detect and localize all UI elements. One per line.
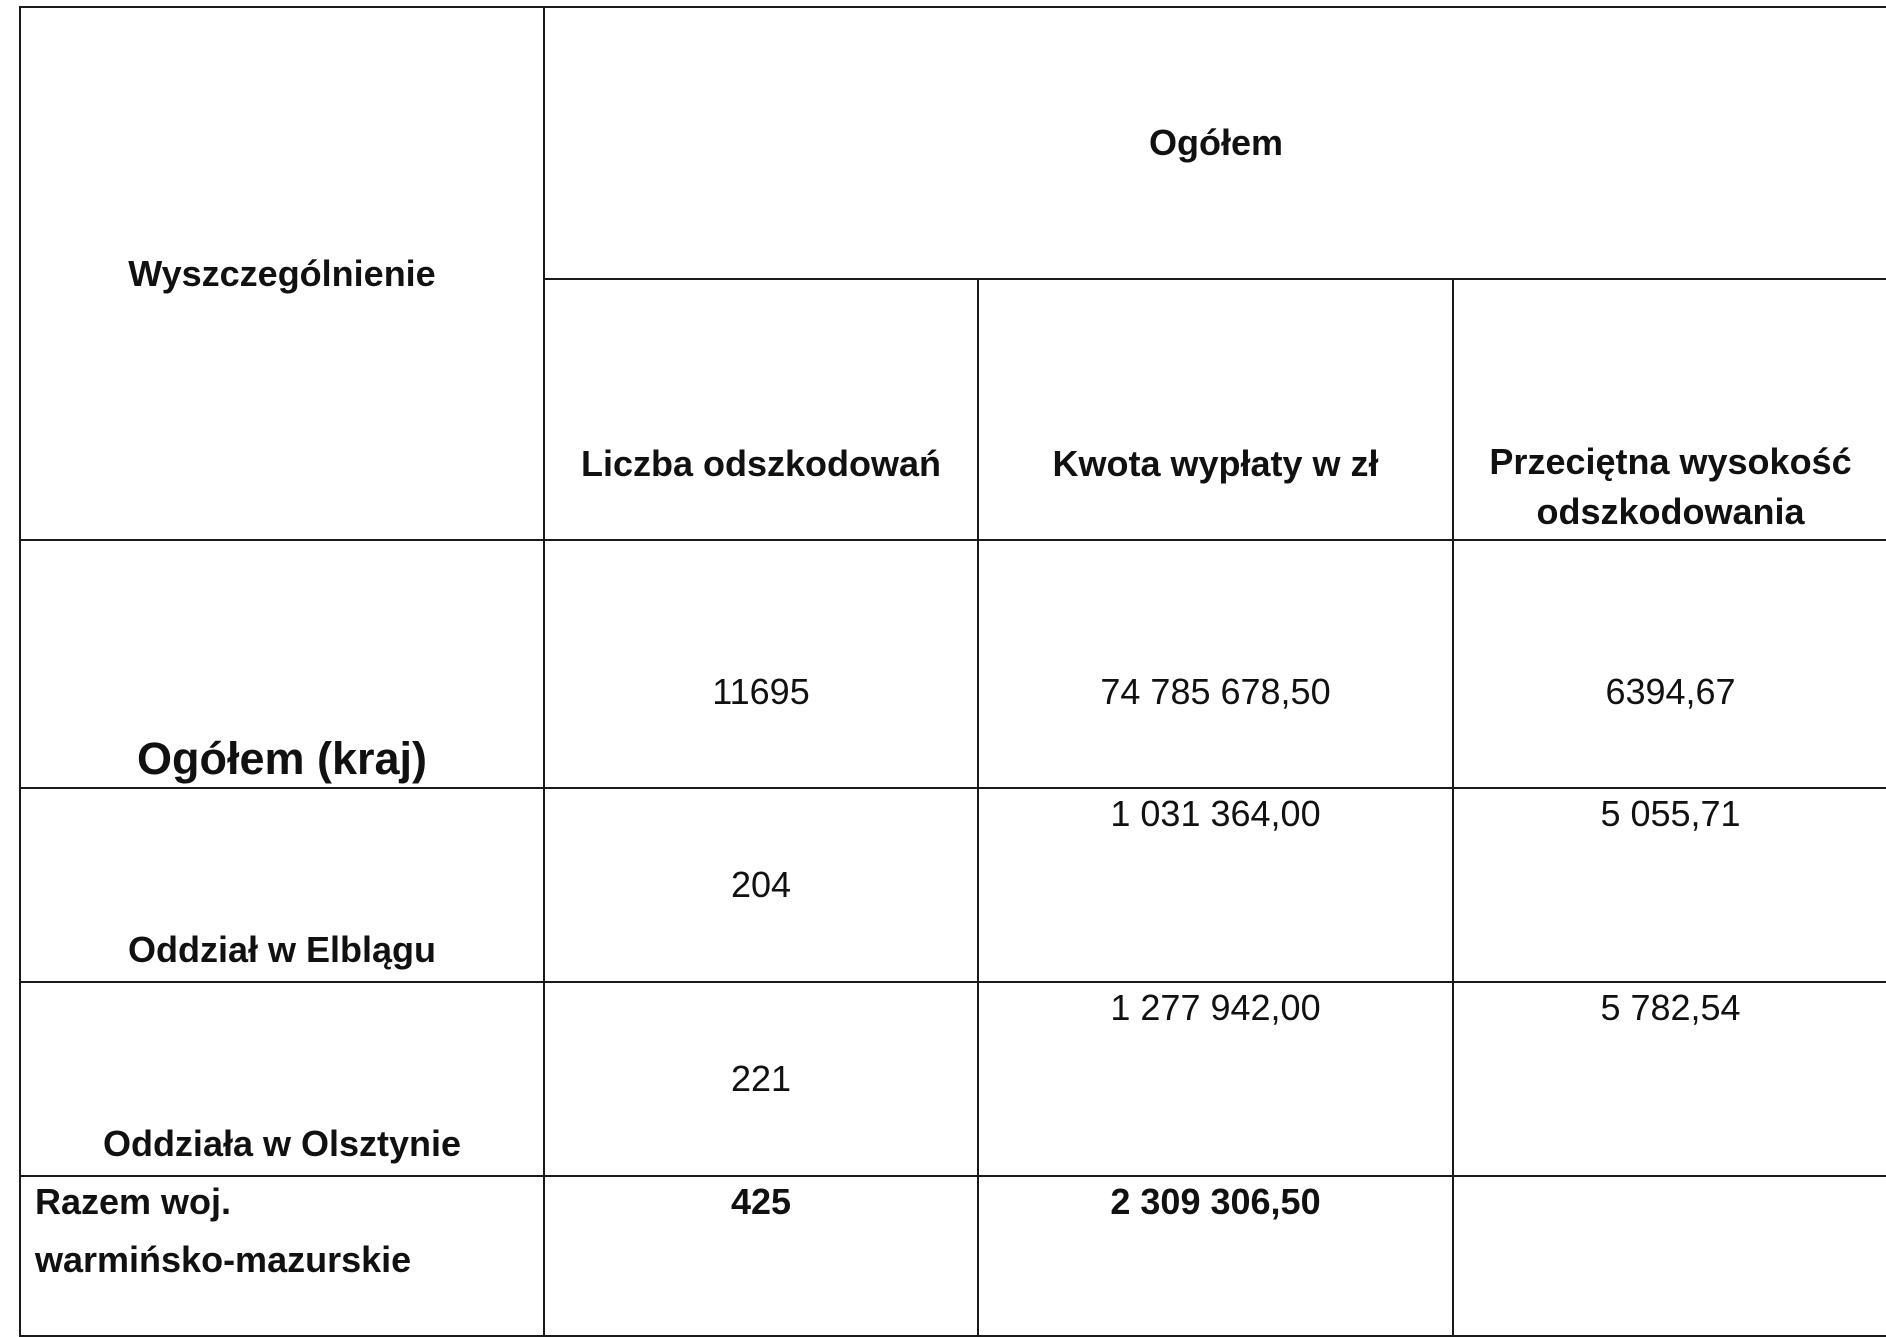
column-header-average: Przeciętna wysokość odszkodowania bbox=[1453, 279, 1886, 540]
column-header-amount: Kwota wypłaty w zł bbox=[978, 279, 1453, 540]
row-amount: 2 309 306,50 bbox=[978, 1176, 1453, 1336]
table-row bbox=[20, 540, 1886, 788]
row-count: 425 bbox=[544, 1176, 978, 1336]
row-label bbox=[20, 1176, 544, 1336]
row-average: 5 055,71 bbox=[1453, 788, 1886, 982]
table-row bbox=[20, 982, 1886, 1176]
row-amount: 74 785 678,50 bbox=[978, 540, 1453, 788]
row-amount: 1 031 364,00 bbox=[978, 788, 1453, 982]
row-count: 221 bbox=[544, 982, 978, 1176]
row-label-line2: warmińsko-mazurskie bbox=[35, 1239, 412, 1280]
table-row bbox=[20, 788, 1886, 982]
header-group-label: Ogółem bbox=[544, 7, 1886, 279]
row-count: 11695 bbox=[544, 540, 978, 788]
row-amount: 1 277 942,00 bbox=[978, 982, 1453, 1176]
header-row-label: Wyszczególnienie bbox=[20, 7, 544, 540]
table-row-total bbox=[20, 1176, 1886, 1336]
row-average bbox=[1453, 1176, 1886, 1336]
compensation-table bbox=[19, 6, 1886, 1337]
row-label-line1: Razem woj. bbox=[35, 1181, 232, 1222]
row-count: 204 bbox=[544, 788, 978, 982]
row-average: 5 782,54 bbox=[1453, 982, 1886, 1176]
row-label: Ogółem (kraj) bbox=[20, 540, 544, 788]
row-label: Oddział w Elblągu bbox=[20, 788, 544, 982]
row-average: 6394,67 bbox=[1453, 540, 1886, 788]
column-header-count: Liczba odszkodowań bbox=[544, 279, 978, 540]
row-label: Oddziała w Olsztynie bbox=[20, 982, 544, 1176]
